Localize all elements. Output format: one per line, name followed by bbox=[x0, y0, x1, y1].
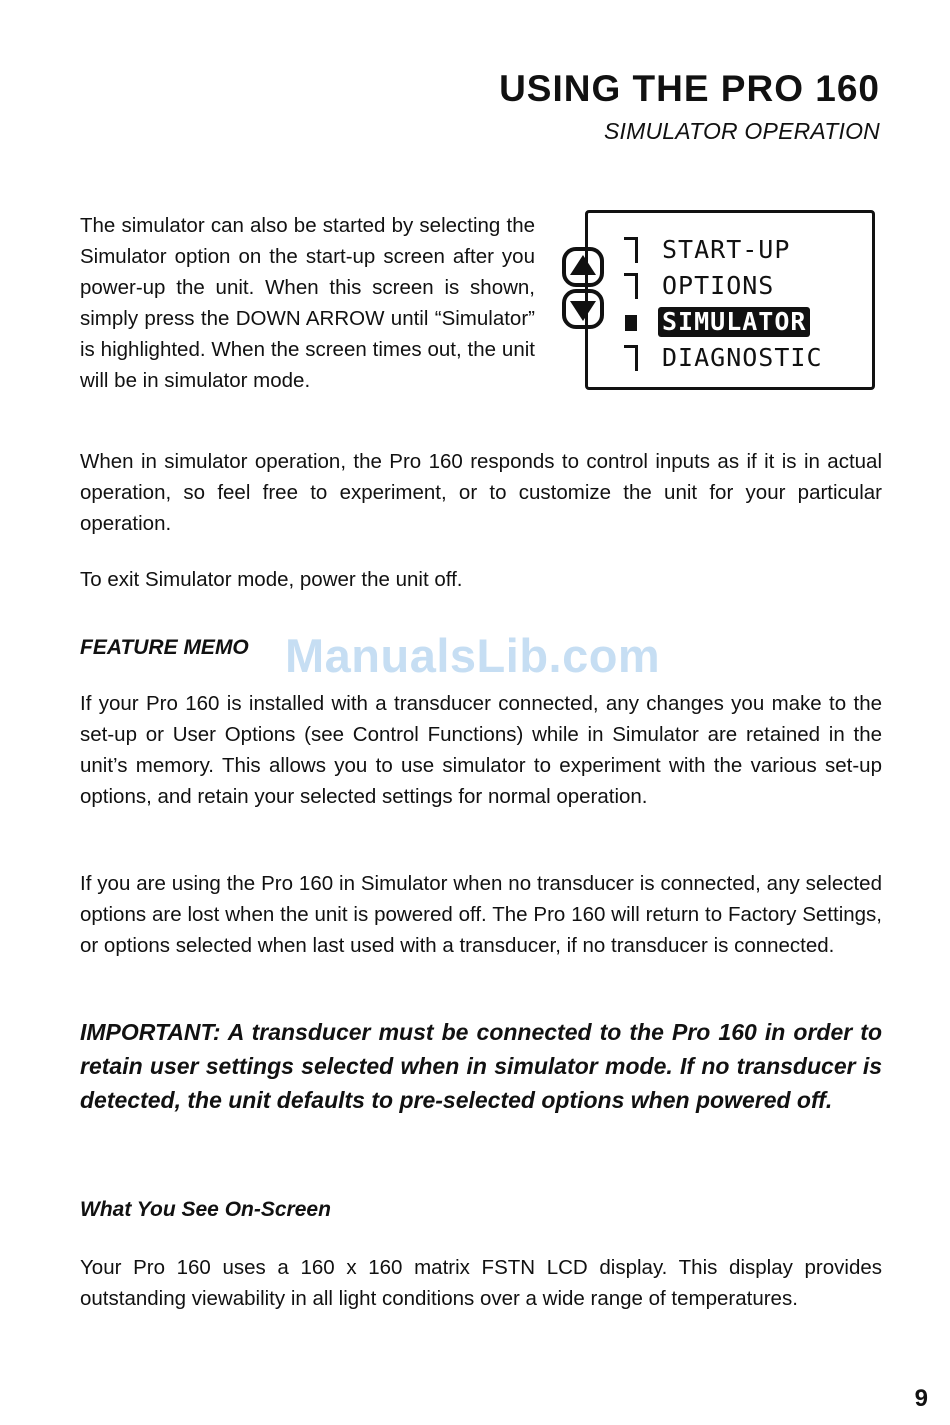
no-transducer-paragraph: If you are using the Pro 160 in Simulator when no transducer is connected, any selected options are lost when the unit is powered off. The Pro 160 will return to Factory Settings, or options selected when last used with a transducer, if no transducer is connected. bbox=[80, 872, 882, 957]
menu-marker bbox=[624, 345, 638, 371]
lcd-screen-illustration bbox=[585, 210, 875, 390]
page-title: USING THE PRO 160 bbox=[499, 68, 880, 109]
feature-memory-paragraph: If your Pro 160 is installed with a transducer connected, any changes you make to the set-up or User Options (see Control Functions) while in Simulator are retained in the unit’s memory. This allows you to use simulator to experiment with the various set-up options, and retain your selected settings for normal operation. bbox=[80, 692, 882, 808]
lcd-menu-item-start-up: START-UP bbox=[662, 235, 791, 264]
watermark: ManualsLib.com bbox=[285, 629, 661, 682]
section-subtitle: SIMULATOR OPERATION bbox=[603, 118, 880, 144]
lcd-menu-item-diagnostic: DIAGNOSTIC bbox=[662, 343, 823, 372]
simulator-operation-paragraph: When in simulator operation, the Pro 160 responds to control inputs as if it is in actual operation, so feel free to experiment, or to customize the unit for your particular operation. bbox=[80, 450, 882, 535]
display-paragraph: Your Pro 160 uses a 160 x 160 matrix FSTN LCD display. This display provides outstanding viewability in all light conditions over a wide range of temperatures. bbox=[80, 1256, 882, 1310]
on-screen-heading: What You See On-Screen bbox=[80, 1198, 331, 1221]
menu-marker bbox=[624, 237, 638, 263]
intro-paragraph: The simulator can also be started by selecting the Simulator option on the start-up screen after you power-up the unit. When this screen is shown, simply press the DOWN ARROW until “Simulator” is highlighted. When the screen times out, the unit will be in simulator mode. bbox=[80, 214, 535, 392]
important-notice: IMPORTANT: A transducer must be connected to the Pro 160 in order to retain user settings selected when in simulator mode. If no transducer is detected, the unit defaults to pre-selected options when powered off. bbox=[80, 1019, 882, 1113]
feature-memory-heading: FEATURE MEMO bbox=[80, 636, 249, 659]
lcd-menu-item-options: OPTIONS bbox=[662, 271, 775, 300]
menu-marker bbox=[624, 273, 638, 299]
lcd-menu-item-simulator: SIMULATOR bbox=[658, 307, 810, 337]
exit-simulator-paragraph: To exit Simulator mode, power the unit off. bbox=[80, 568, 463, 591]
selection-marker bbox=[625, 315, 637, 331]
page-number: 9 bbox=[914, 1385, 928, 1412]
